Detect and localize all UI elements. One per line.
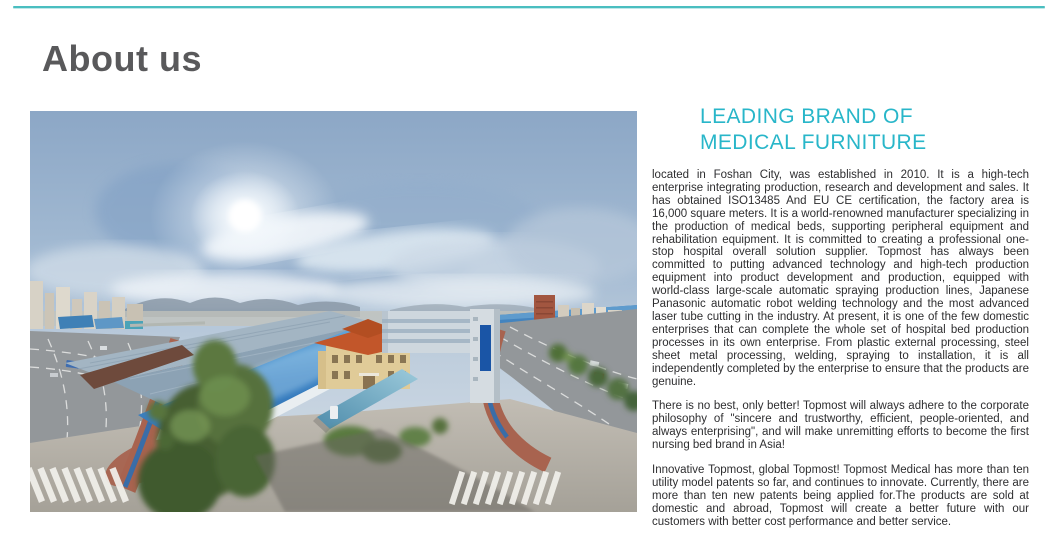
page-title: About us [42,38,202,79]
section-heading [700,104,1029,156]
about-paragraph-3: Innovative Topmost, global Topmost! Topmost Medical has more than ten utility model patents so far, and continues to innovate. Currently, there are more than ten new patents being applied for.The products are sold at domestic and abroad, Topmost will create a better future with our customers with better cost performance and better service. [652,464,1029,528]
factory-panorama-svg [30,111,637,512]
about-paragraph-2: There is no best, only better! Topmost will always adhere to the corporate philosophy of "sincere and trustworthy, efficient, people-oriented, and always enterprising", and will make unremitting efforts to become the first nursing bed brand in Asia! [652,400,1029,452]
section-heading-line-1: LEADING BRAND OF [700,105,913,128]
section-heading-line-2: MEDICAL FURNITURE [700,131,927,154]
about-paragraph-1: located in Foshan City, was established in 2010. It is a high-tech enterprise integrating production, research and development and sales. It has obtained ISO13485 And EU CE certification, the factory area is 16,000 square meters. It is a world-renowned manufacturer specializing in the production of medical beds, supporting peripheral equipment and rehabilitation equipment. It is committed to creating a professional one-stop hospital overall solution supplier. Topmost has always been committed to putting advanced technology and high-tech production equipment into product development and production, equipped with world-class large-scale automatic spraying production lines, Japanese Panasonic automatic robot welding technology and the most advanced laser tube cutting in the industry. At present, it is one of the few domestic enterprises that can complete the whole set of hospital bed production processes in its own enterprise. From plastic external processing, steel sheet metal processing, welding, spraying to installation, it is all independently completed by the enterprise to ensure that the products are genuine. [652,169,1029,388]
factory-panorama-image [30,111,637,512]
about-content [652,104,1029,529]
sun-glare [150,141,340,291]
top-divider-line [13,6,1045,8]
